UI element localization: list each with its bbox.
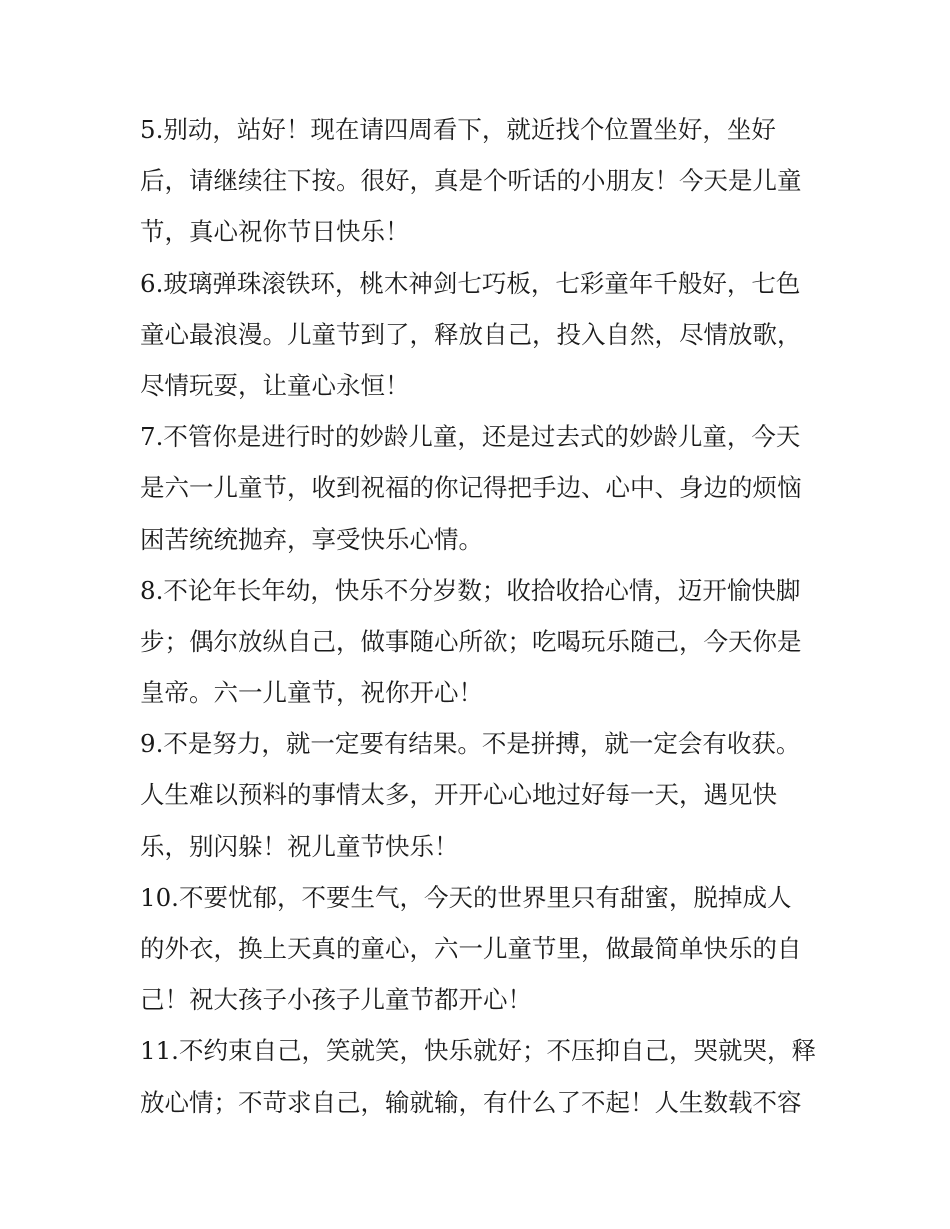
text-line: 10.不要忧郁，不要生气，今天的世界里只有甜蜜，脱掉成人	[140, 882, 792, 912]
text-line: 的外衣，换上天真的童心，六一儿童节里，做最简单快乐的自	[140, 934, 802, 963]
text-line: 后，请继续往下按。很好，真是个听话的小朋友！今天是儿童	[140, 166, 802, 196]
text-line: 童心最浪漫。儿童节到了，释放自己，投入自然，尽情放歌，	[140, 319, 802, 349]
text-line: 困苦统统抛弃，享受快乐心情。	[140, 524, 483, 554]
text-line: 尽情玩耍，让童心永恒！	[140, 370, 410, 400]
text-line: 8.不论年长年幼，快乐不分岁数；收拾收拾心情，迈开愉快脚	[140, 575, 801, 605]
text-line: 是六一儿童节，收到祝福的你记得把手边、心中、身边的烦恼	[140, 473, 802, 503]
text-line: 皇帝。六一儿童节，祝你开心！	[140, 678, 483, 708]
text-line: 7.不管你是进行时的妙龄儿童，还是过去式的妙龄儿童，今天	[140, 422, 801, 452]
text-line: 乐，别闪躲！祝儿童节快乐！	[140, 831, 459, 861]
text-line: 5.别动，站好！现在请四周看下，就近找个位置坐好，坐好	[140, 115, 776, 144]
text-line: 9.不是努力，就一定要有结果。不是拼搏，就一定会有收获。	[140, 729, 801, 759]
text-line: 6.玻璃弹珠滚铁环，桃木神剑七巧板，七彩童年千般好，七色	[140, 268, 801, 298]
text-line: 人生难以预料的事情太多，开开心心地过好每一天，遇见快	[140, 780, 777, 810]
text-line: 己！祝大孩子小孩子儿童节都开心！	[140, 985, 532, 1015]
text-line: 11.不约束自己，笑就笑，快乐就好；不压抑自己，哭就哭，释	[140, 1036, 816, 1066]
text-line: 步；偶尔放纵自己，做事随心所欲；吃喝玩乐随己，今天你是	[140, 626, 802, 656]
text-line: 放心情；不苛求自己，输就输，有什么了不起！人生数载不容	[140, 1087, 802, 1117]
text-line: 节，真心祝你节日快乐！	[140, 217, 410, 247]
document-body	[140, 104, 816, 1128]
